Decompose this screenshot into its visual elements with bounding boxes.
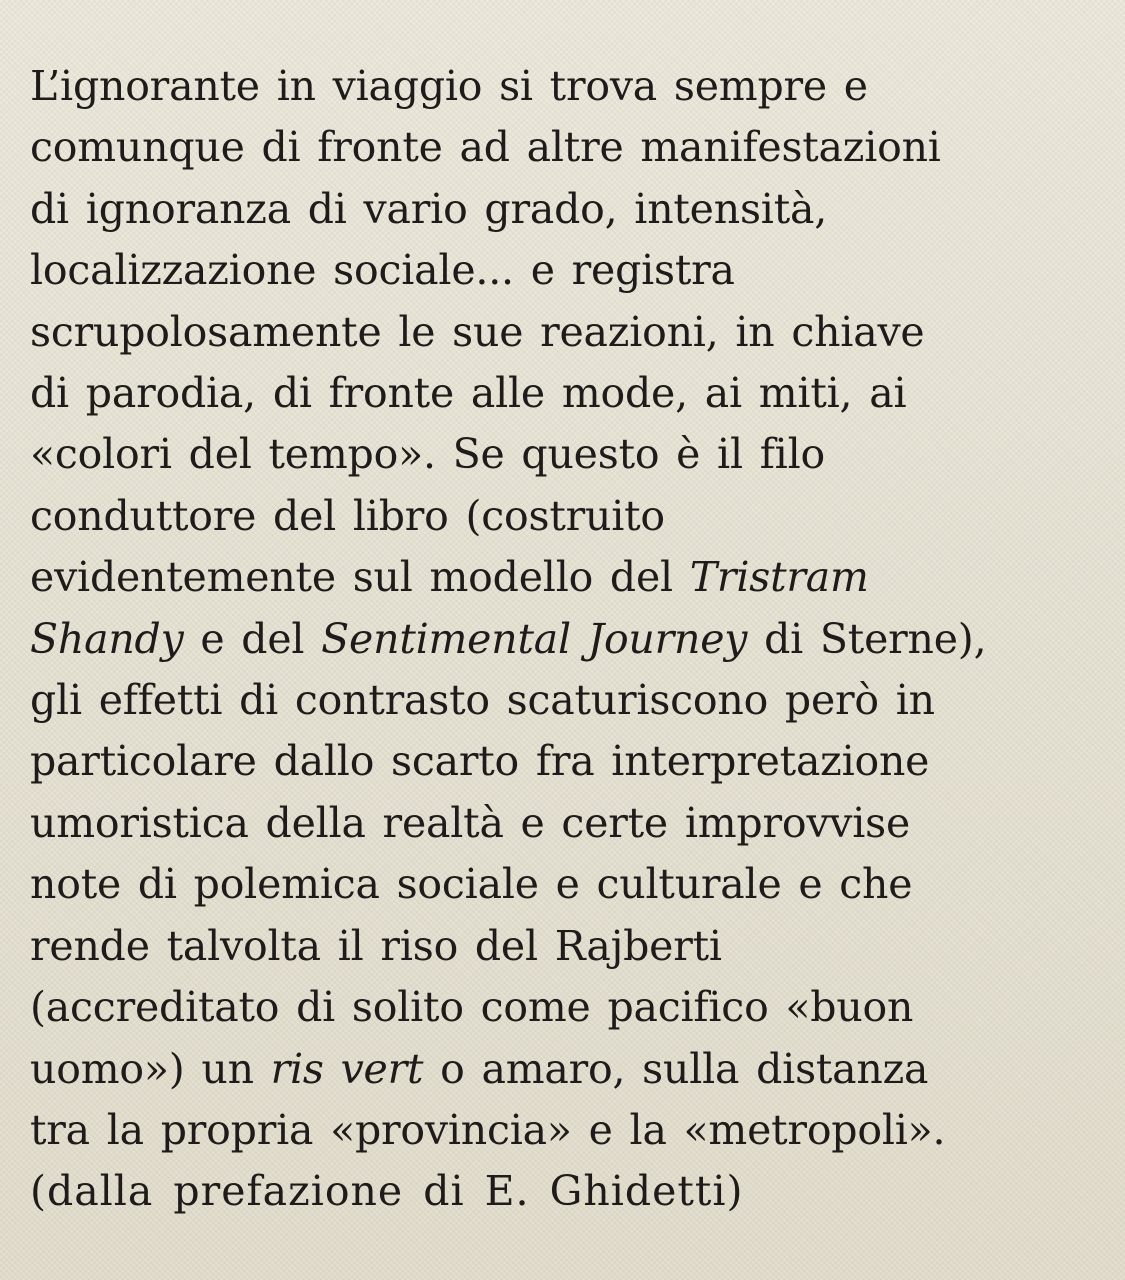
italic-title-text: Shandy bbox=[30, 614, 184, 663]
text-run: conduttore del libro (costruito bbox=[30, 491, 665, 540]
text-run: gli effetti di contrasto scaturiscono però in bbox=[30, 676, 935, 725]
text-run: o amaro, sulla distanza bbox=[423, 1044, 929, 1093]
text-run: tra la propria «provincia» e la «metropoli». bbox=[30, 1105, 946, 1154]
text-line bbox=[30, 1100, 1115, 1161]
blurb-text bbox=[30, 56, 1115, 1223]
text-run: di ignoranza di vario grado, intensità, bbox=[30, 184, 828, 233]
text-line bbox=[30, 609, 1115, 670]
text-run: L’ignorante in viaggio si trova sempre e bbox=[30, 62, 868, 110]
text-run: di parodia, di fronte alle mode, ai miti, ai bbox=[30, 369, 907, 418]
text-run: umoristica della realtà e certe improvvise bbox=[30, 798, 911, 847]
attribution-line: (dalla prefazione di E. Ghidetti) bbox=[30, 1167, 744, 1216]
italic-title-text: ris vert bbox=[270, 1044, 424, 1093]
text-line bbox=[30, 56, 1115, 117]
text-run: localizzazione sociale... e registra bbox=[30, 246, 735, 295]
text-line bbox=[30, 547, 1115, 608]
text-run: (accreditato di solito come pacifico «buon bbox=[30, 983, 914, 1032]
text-run: e del bbox=[183, 614, 322, 663]
text-line bbox=[30, 240, 1115, 301]
text-line bbox=[30, 179, 1115, 240]
text-line bbox=[30, 731, 1115, 792]
text-run: «colori del tempo». Se questo è il filo bbox=[30, 430, 825, 479]
text-line bbox=[30, 977, 1115, 1038]
text-line bbox=[30, 793, 1115, 854]
text-run: di Sterne), bbox=[747, 614, 987, 663]
text-line bbox=[30, 117, 1115, 178]
text-line bbox=[30, 670, 1115, 731]
text-run: comunque di fronte ad altre manifestazioni bbox=[30, 123, 941, 172]
text-run: particolare dallo scarto fra interpretazione bbox=[30, 737, 930, 786]
text-line bbox=[30, 363, 1115, 424]
text-line bbox=[30, 424, 1115, 485]
italic-title-text: Sentimental Journey bbox=[321, 614, 748, 663]
text-run: rende talvolta il riso del Rajberti bbox=[30, 921, 722, 970]
text-run: evidentemente sul modello del bbox=[30, 553, 690, 602]
text-run: uomo») un bbox=[30, 1044, 271, 1093]
text-run: scrupolosamente le sue reazioni, in chiave bbox=[30, 307, 925, 356]
text-line bbox=[30, 486, 1115, 547]
text-line bbox=[30, 916, 1115, 977]
text-line bbox=[30, 1039, 1115, 1100]
italic-title-text: Tristram bbox=[689, 553, 869, 602]
text-run: note di polemica sociale e culturale e che bbox=[30, 860, 913, 909]
text-line bbox=[30, 854, 1115, 915]
text-line bbox=[30, 302, 1115, 363]
